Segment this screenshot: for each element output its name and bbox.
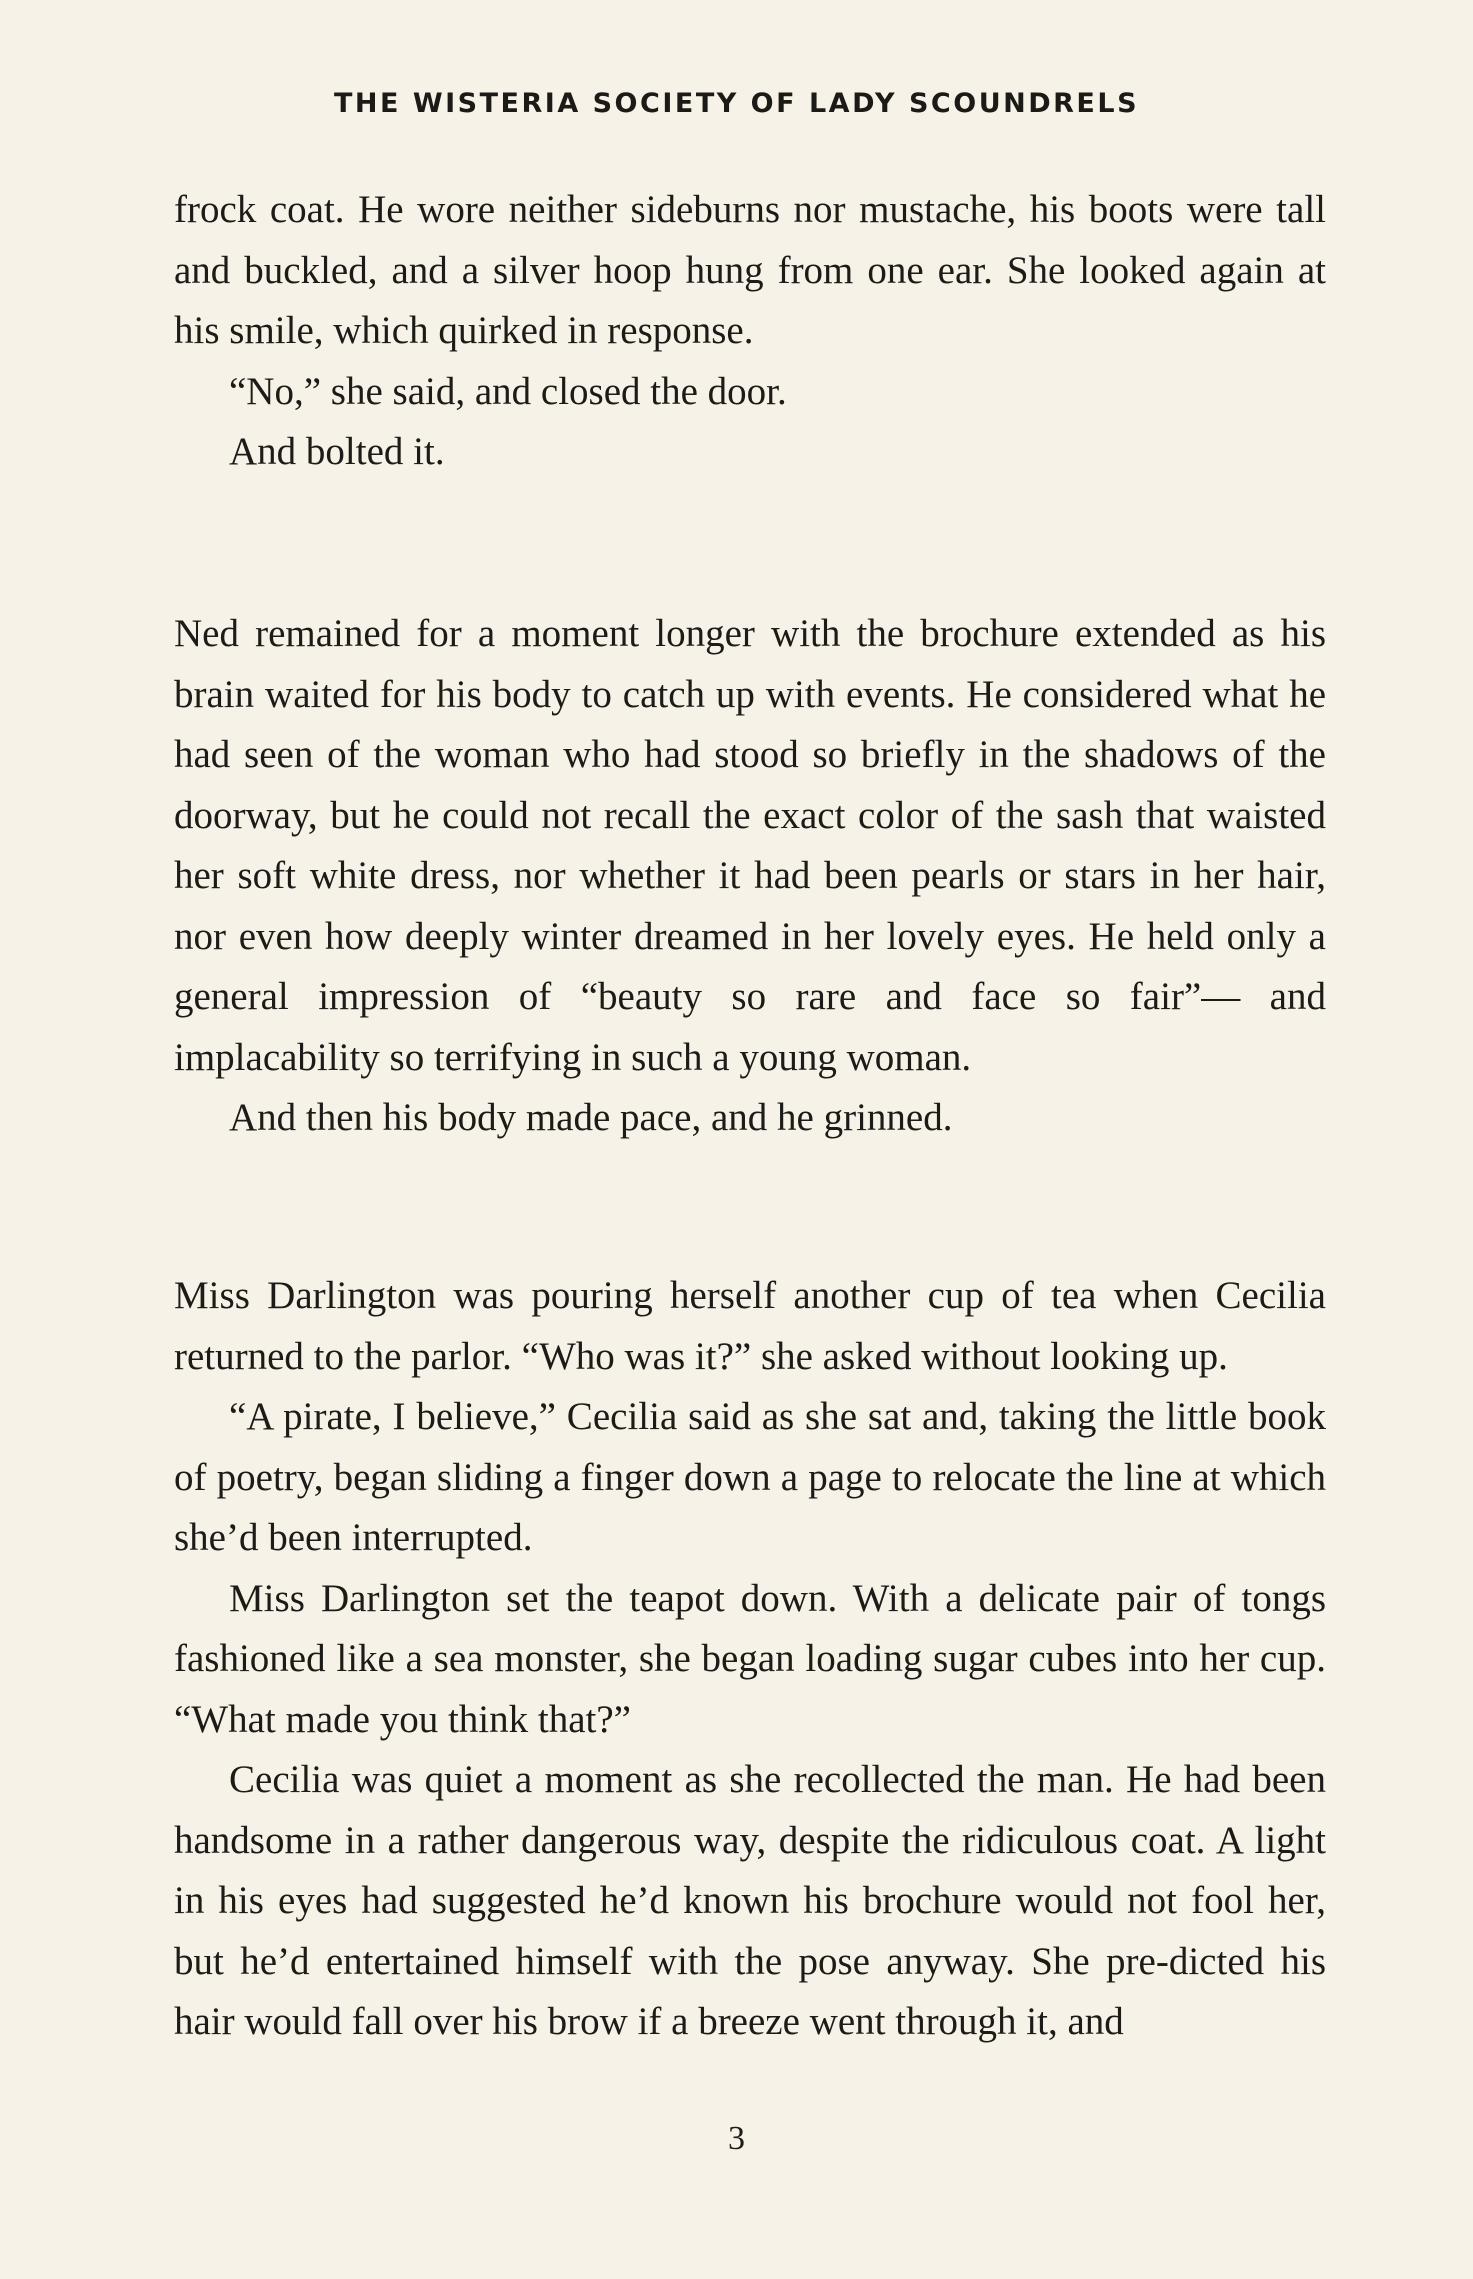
page-number: 3 — [728, 2120, 745, 2157]
text-section-1 — [174, 180, 1326, 483]
text-section-2 — [174, 604, 1326, 1149]
paragraph: “No,” she said, and closed the door. — [229, 369, 787, 413]
paragraph: frock coat. He wore neither sideburns nor mustache, his boots were tall and buckled, and a silver hoop hung from one ear. She looked again at his smile, which quirked in response. — [174, 188, 1326, 352]
text-section-3 — [174, 1266, 1326, 2053]
paragraph: “A pirate, I believe,” Cecilia said as she sat and, taking the little book of poetry, began sliding a finger down a page to relocate the line at which she’d been interrupted. — [174, 1395, 1326, 1559]
paragraph: And then his body made pace, and he grinned. — [229, 1096, 953, 1139]
paragraph: Miss Darlington was pouring herself another cup of tea when Cecilia returned to the parlor. “Who was it?” she asked without looking up. — [174, 1274, 1326, 1378]
paragraph: Ned remained for a moment longer with the brochure extended as his brain waited for his body to catch up with events. He considered what he had seen of the woman who had stood so briefly in the shadows of the doorway, but he could not recall the exact color of the sash that waisted her soft white dress, nor whether it had been pearls or stars in her hair, nor even how deeply winter dreamed in her lovely eyes. He held only a general impression of “beauty so rare and face so fair”— and implacability so terrifying in such a young woman. — [174, 612, 1326, 1079]
paragraph: Cecilia was quiet a moment as she recollected the man. He had been handsome in a rather dangerous way, despite the ridiculous coat. A light in his eyes had suggested he’d known his brochure would not fool her, but he’d entertained himself with the pose anyway. She pre-dicted his hair would fall over his brow if a breeze went through it, and — [174, 1758, 1326, 2043]
paragraph: And bolted it. — [229, 430, 445, 473]
paragraph: Miss Darlington set the teapot down. With a delicate pair of tongs fashioned like a sea monster, she began loading sugar cubes into her cup. “What made you think that?” — [174, 1576, 1326, 1741]
running-head: THE WISTERIA SOCIETY OF LADY SCOUNDRELS — [333, 88, 1140, 119]
